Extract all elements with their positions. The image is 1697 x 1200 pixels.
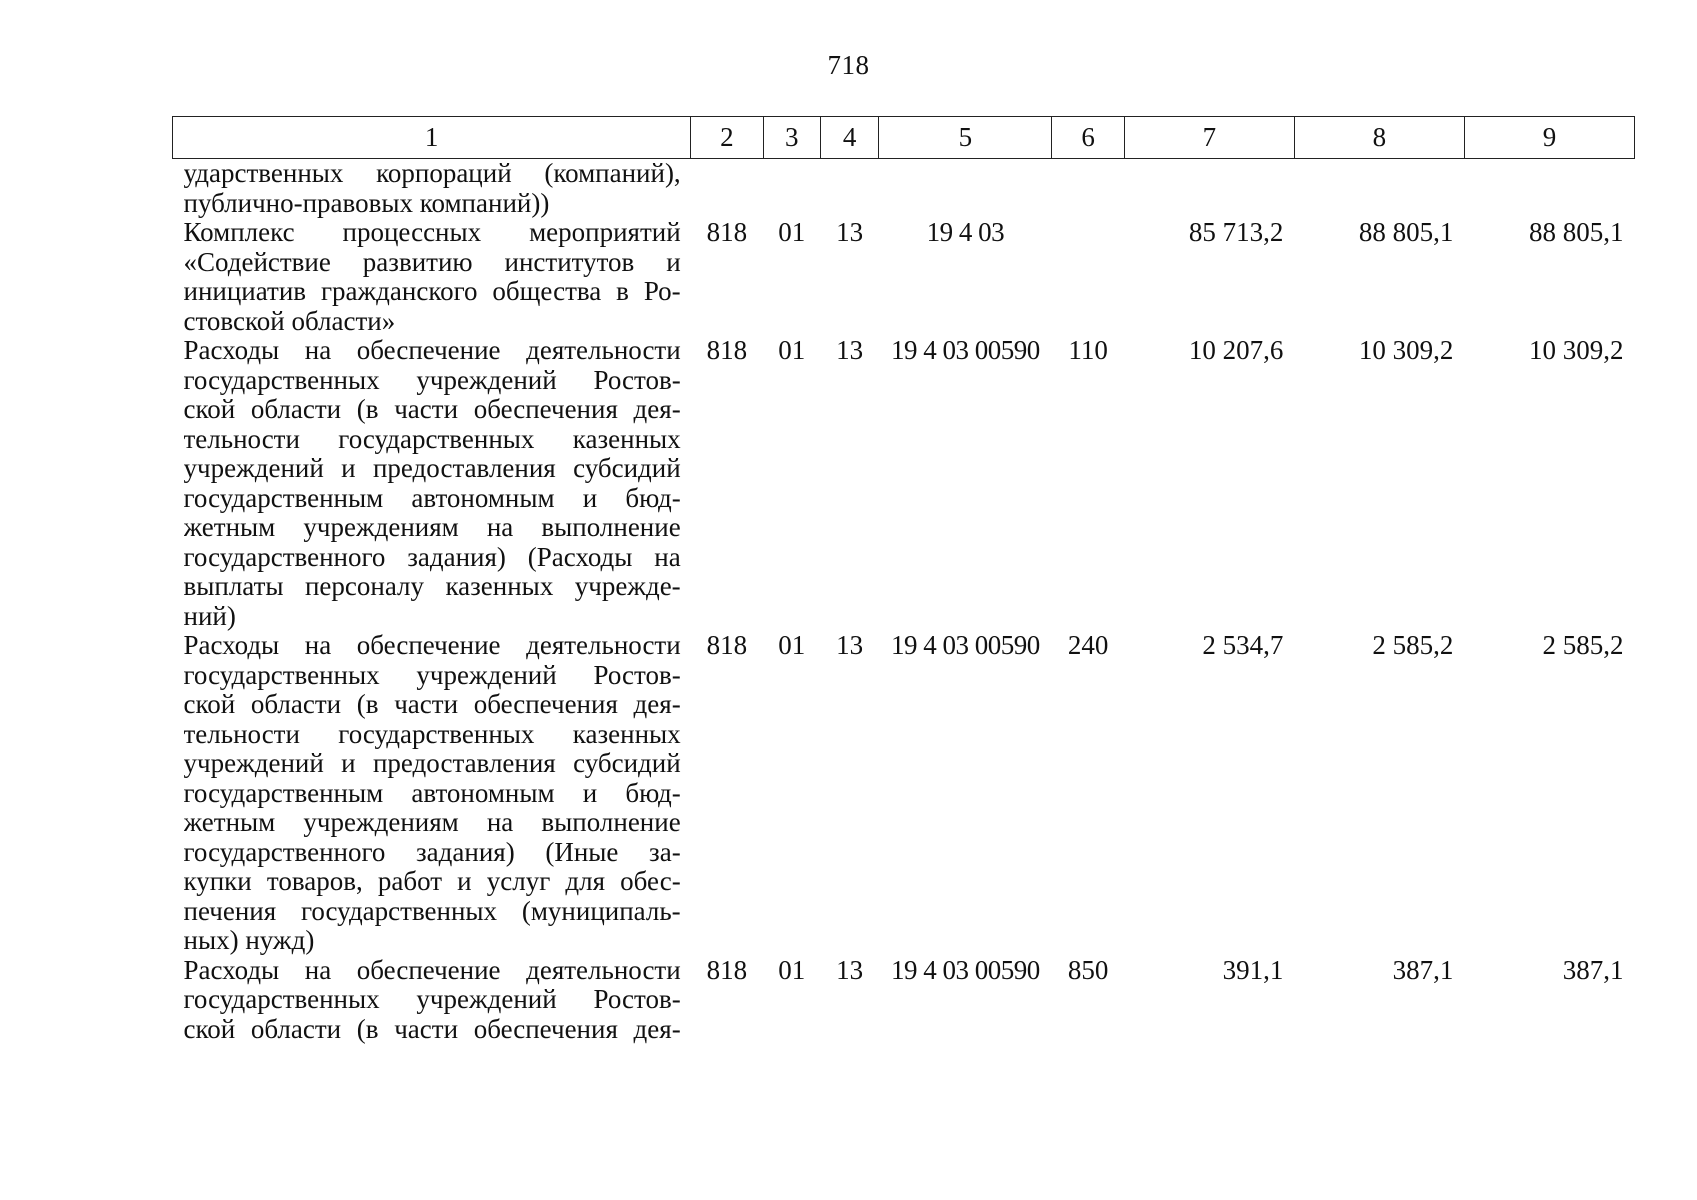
column-header-3: 3: [763, 117, 820, 159]
description-line: тельности государственных казенных: [183, 719, 681, 749]
description-line: ных) нужд): [183, 926, 315, 955]
column-header-2: 2: [691, 117, 763, 159]
row-description: [173, 159, 691, 219]
row-description: [173, 218, 691, 336]
table-row: [173, 336, 1635, 631]
table-row: [173, 159, 1635, 219]
description-line: печения государственных (муниципаль-: [183, 896, 681, 926]
description-line: учреждений и предоставления субсидий: [183, 749, 681, 778]
description-line: ской области (в части обеспечения дея-: [183, 1014, 681, 1044]
description-line: Расходы на обеспечение деятельности: [183, 631, 681, 660]
cell-col4: 13: [836, 954, 864, 985]
table-row: [173, 218, 1635, 336]
column-header-8: 8: [1294, 117, 1464, 159]
cell-col8: 387,1: [1392, 954, 1454, 985]
cell-col9: 88 805,1: [1529, 217, 1624, 247]
column-header-5: 5: [879, 117, 1052, 159]
cell-col5: 19 4 03 00590: [890, 954, 1040, 985]
table-header-row: [173, 117, 1635, 159]
cell-col6: 110: [1068, 335, 1108, 365]
cell-col3: 01: [778, 217, 806, 247]
cell-col2: 818: [706, 630, 748, 660]
cell-col8: 88 805,1: [1358, 217, 1454, 247]
cell-col4: 13: [836, 335, 864, 365]
cell-col6: 850: [1067, 954, 1109, 985]
cell-col7: 391,1: [1222, 954, 1284, 985]
description-line: выплаты персоналу казенных учрежде-: [183, 572, 681, 601]
budget-table: [172, 116, 1635, 1044]
cell-col2: 818: [706, 217, 748, 247]
cell-col3: 01: [778, 954, 806, 985]
row-description: [173, 336, 691, 631]
description-line: «Содействие развитию институтов и: [183, 247, 681, 277]
description-line: инициатив гражданского общества в Ро-: [183, 277, 681, 306]
cell-col6: [1052, 218, 1124, 336]
cell-col2: 818: [706, 954, 748, 985]
cell-col5: 19 4 03: [926, 217, 1005, 247]
cell-col5: 19 4 03 00590: [890, 630, 1040, 660]
description-line: купки товаров, работ и услуг для обес-: [183, 867, 681, 896]
page-number: 718: [827, 50, 870, 80]
column-header-4: 4: [820, 117, 878, 159]
description-line: учреждений и предоставления субсидий: [183, 454, 681, 483]
cell-col6: 240: [1067, 630, 1109, 660]
description-line: Расходы на обеспечение деятельности: [183, 955, 681, 985]
description-line: государственного задания) (Иные за-: [183, 837, 681, 867]
description-line: государственных учреждений Ростов-: [183, 660, 681, 690]
row-description: [173, 956, 691, 1045]
cell-col9: [1464, 159, 1634, 219]
description-line: государственным автономным и бюд-: [183, 483, 681, 513]
description-line: тельности государственных казенных: [183, 424, 681, 454]
cell-col3: [763, 159, 820, 219]
description-line: ударственных корпораций (компаний),: [183, 159, 681, 188]
description-line: Расходы на обеспечение деятельности: [183, 336, 681, 365]
cell-col4: 13: [836, 630, 864, 660]
description-line: государственных учреждений Ростов-: [183, 985, 681, 1014]
cell-col3: 01: [778, 335, 806, 365]
description-line: государственных учреждений Ростов-: [183, 365, 681, 395]
cell-col3: 01: [778, 630, 806, 660]
cell-col7: 2 534,7: [1202, 630, 1284, 660]
description-line: публично-правовых компаний)): [183, 188, 550, 218]
description-line: ской области (в части обеспечения дея-: [183, 690, 681, 719]
cell-col4: 13: [836, 217, 864, 247]
cell-col5: [879, 159, 1052, 219]
description-line: государственным автономным и бюд-: [183, 778, 681, 808]
cell-col9: 10 309,2: [1529, 335, 1624, 365]
row-description: [173, 631, 691, 956]
cell-col8: 10 309,2: [1358, 335, 1454, 365]
column-header-9: 9: [1464, 117, 1634, 159]
cell-col9: 387,1: [1562, 954, 1624, 985]
cell-col2: 818: [706, 335, 748, 365]
cell-col8: [1294, 159, 1464, 219]
cell-col9: 2 585,2: [1542, 630, 1624, 660]
table-row: [173, 631, 1635, 956]
description-line: стовской области»: [183, 306, 396, 336]
description-line: жетным учреждениям на выполнение: [183, 808, 681, 837]
table-row: [173, 956, 1635, 1045]
cell-col8: 2 585,2: [1372, 630, 1454, 660]
description-line: Комплекс процессных мероприятий: [183, 218, 681, 247]
cell-col4: [820, 159, 878, 219]
description-line: ской области (в части обеспечения дея-: [183, 395, 681, 424]
column-header-1: 1: [173, 117, 691, 159]
cell-col7: 85 713,2: [1188, 217, 1284, 247]
description-line: ний): [183, 601, 236, 631]
cell-col2: [691, 159, 763, 219]
cell-col7: 10 207,6: [1188, 335, 1284, 365]
description-line: государственного задания) (Расходы на: [183, 542, 681, 572]
cell-col5: 19 4 03 00590: [890, 335, 1040, 365]
column-header-7: 7: [1124, 117, 1294, 159]
description-line: жетным учреждениям на выполнение: [183, 513, 681, 542]
column-header-6: 6: [1052, 117, 1124, 159]
cell-col7: [1124, 159, 1294, 219]
cell-col6: [1052, 159, 1124, 219]
